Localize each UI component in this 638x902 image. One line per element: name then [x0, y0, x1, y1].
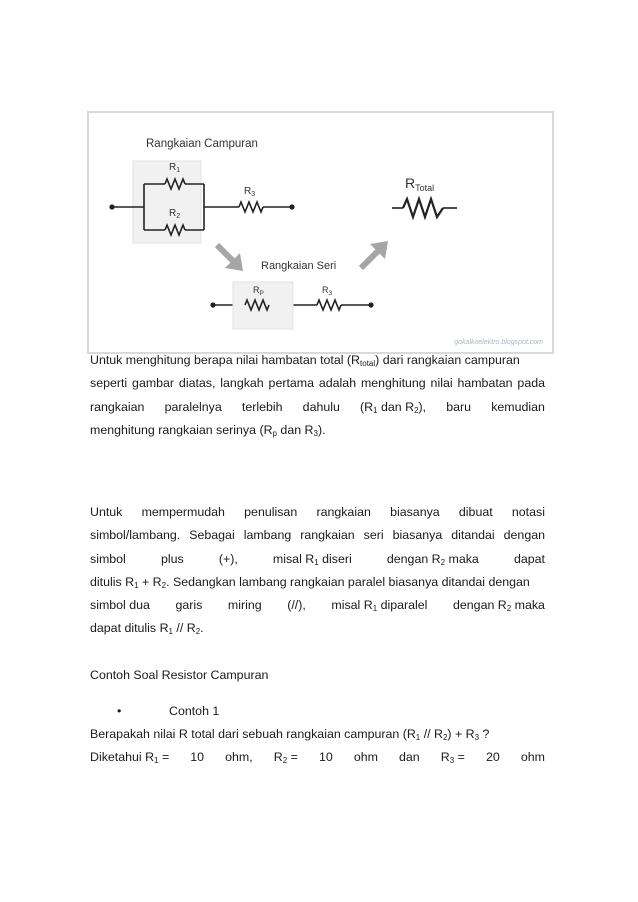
para2-line-2: simbol/lambang. Sebagai lambang rangkaian seri biasanya ditandai dengan	[90, 528, 545, 543]
label-rp: $R_P$	[253, 285, 264, 297]
known-values-line: Diketahui $R_1$ = 10 ohm, $R_2$ = 10 ohm dan $R_3$ = 20 ohm	[90, 750, 545, 765]
node-dot	[210, 302, 215, 307]
title-seri: Rangkaian Seri	[261, 260, 337, 272]
node-dot	[368, 302, 373, 307]
bullet-item	[117, 702, 219, 720]
node-dot	[289, 204, 294, 209]
paragraph-2	[90, 501, 545, 641]
section-heading: Contoh Soal Resistor Campuran	[90, 668, 269, 682]
watermark: gokalkoelektro.blogspot.com	[454, 339, 543, 346]
para1-line-3: rangkaian paralelnya terlebih dahulu ($R_1$ dan $R_2$), baru kemudian	[90, 399, 545, 415]
label-r2: $R_2$	[169, 208, 181, 220]
node-dot	[109, 204, 114, 209]
para2-line-4: ditulis $R_1 + R_2$. Sedangkan lambang rangkaian paralel biasanya ditandai dengan	[90, 574, 530, 590]
bullet-icon: •	[117, 704, 122, 718]
label-r3: $R_3$	[244, 186, 256, 198]
para2-line-1: Untuk mempermudah penulisan rangkaian biasanya dibuat notasi	[90, 505, 545, 519]
label-r1: $R_1$	[169, 162, 181, 174]
bullet-text: Contoh 1	[169, 704, 220, 718]
paragraph-1	[90, 349, 545, 442]
title-campuran: Rangkaian Campuran	[146, 138, 258, 150]
para2-line-6: dapat ditulis $R_1 // R_2$.	[90, 621, 204, 637]
para1-line-1: Untuk menghitung berapa nilai hambatan total $(R_{total})$ dari rangkaian campuran	[90, 353, 520, 368]
para1-line-4: menghitung rangkaian serinya ($R_p$ dan $R_3$).	[90, 422, 326, 438]
question-line: Berapakah nilai R total dari sebuah rangkaian campuran $(R_1 // R_2) + R_3$ ?	[90, 727, 490, 742]
para1-line-2: seperti gambar diatas, langkah pertama adalah menghitung nilai hambatan pada	[90, 376, 545, 391]
para2-line-5: simbol dua garis miring (//), misal $R_1$ diparalel dengan $R_2$ maka	[90, 598, 545, 614]
para2-line-3: simbol plus (+), misal $R_1$ diseri dengan $R_2$ maka dapat	[90, 551, 545, 567]
label-rtotal: $R_{Total}$	[405, 175, 435, 193]
circuit-figure	[87, 111, 554, 354]
label-r3b: $R_3$	[322, 285, 333, 297]
